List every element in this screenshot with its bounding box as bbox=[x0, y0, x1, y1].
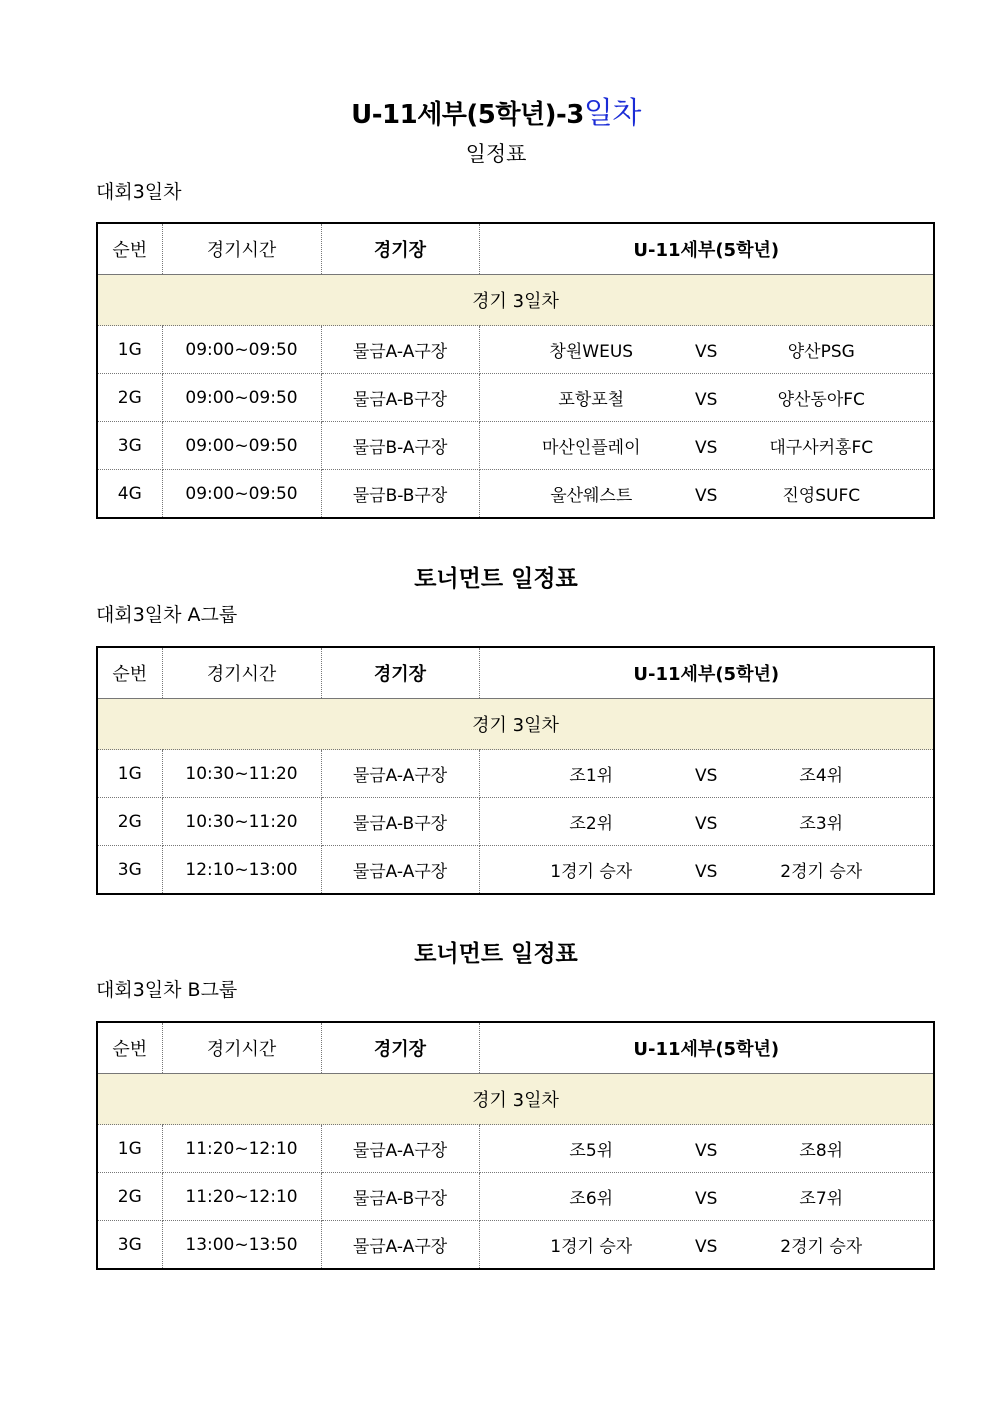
col-header-division: U-11세부(5학년) bbox=[479, 223, 934, 275]
team-away: 조4위 bbox=[799, 766, 844, 786]
cell-time: 11:20~12:10 bbox=[162, 1125, 321, 1173]
cell-time: 11:20~12:10 bbox=[162, 1173, 321, 1221]
page-subtitle: 일정표 bbox=[465, 142, 527, 166]
cell-time: 09:00~09:50 bbox=[162, 470, 321, 519]
team-home: 조1위 bbox=[569, 766, 614, 786]
day-row-label: 경기 3일차 bbox=[97, 1074, 934, 1125]
vs-label: VS bbox=[695, 1189, 718, 1209]
cell-no: 1G bbox=[97, 326, 162, 374]
team-away: 조3위 bbox=[799, 814, 844, 834]
table-row bbox=[97, 846, 934, 895]
cell-time: 09:00~09:50 bbox=[162, 326, 321, 374]
page-title-main: U-11세부(5학년)-3 bbox=[351, 100, 584, 130]
cell-matchup bbox=[479, 326, 934, 374]
cell-no: 3G bbox=[97, 422, 162, 470]
cell-venue: 물금B-B구장 bbox=[321, 470, 479, 519]
team-away: 조7위 bbox=[799, 1189, 844, 1209]
team-home: 포항포철 bbox=[558, 390, 625, 410]
team-away: 대구사커홍FC bbox=[769, 438, 874, 458]
vs-label: VS bbox=[695, 1141, 718, 1161]
page-title bbox=[0, 88, 992, 132]
cell-venue: 물금A-A구장 bbox=[321, 750, 479, 798]
vs-label: VS bbox=[695, 342, 718, 362]
col-header-no: 순번 bbox=[97, 1022, 162, 1074]
day-row-label: 경기 3일차 bbox=[97, 699, 934, 750]
day-row bbox=[97, 275, 934, 326]
col-header-time: 경기시간 bbox=[162, 1022, 321, 1074]
cell-matchup bbox=[479, 1173, 934, 1221]
cell-matchup bbox=[479, 470, 934, 519]
cell-time: 09:00~09:50 bbox=[162, 374, 321, 422]
vs-label: VS bbox=[695, 766, 718, 786]
team-home: 1경기 승자 bbox=[550, 1237, 633, 1257]
table-row bbox=[97, 750, 934, 798]
table-row bbox=[97, 470, 934, 519]
cell-no: 3G bbox=[97, 846, 162, 895]
team-away: 조8위 bbox=[799, 1141, 844, 1161]
cell-venue: 물금A-B구장 bbox=[321, 374, 479, 422]
col-header-division: U-11세부(5학년) bbox=[479, 1022, 934, 1074]
team-home: 조5위 bbox=[569, 1141, 614, 1161]
col-header-no: 순번 bbox=[97, 647, 162, 699]
table-row bbox=[97, 422, 934, 470]
vs-label: VS bbox=[695, 862, 718, 882]
team-away: 2경기 승자 bbox=[780, 862, 863, 882]
day-row-label: 경기 3일차 bbox=[97, 275, 934, 326]
cell-venue: 물금A-B구장 bbox=[321, 798, 479, 846]
cell-no: 2G bbox=[97, 798, 162, 846]
team-away: 양산동아FC bbox=[777, 390, 865, 410]
vs-label: VS bbox=[695, 390, 718, 410]
vs-label: VS bbox=[695, 486, 718, 506]
col-header-no: 순번 bbox=[97, 223, 162, 275]
section-3-heading: 토너먼트 일정표 bbox=[414, 941, 578, 967]
cell-time: 12:10~13:00 bbox=[162, 846, 321, 895]
table-row bbox=[97, 1125, 934, 1173]
cell-no: 2G bbox=[97, 374, 162, 422]
col-header-time: 경기시간 bbox=[162, 647, 321, 699]
cell-venue: 물금A-A구장 bbox=[321, 1125, 479, 1173]
team-away: 진영SUFC bbox=[782, 486, 861, 506]
col-header-time: 경기시간 bbox=[162, 223, 321, 275]
team-home: 조2위 bbox=[569, 814, 614, 834]
section-2-heading: 토너먼트 일정표 bbox=[414, 566, 578, 592]
day-row bbox=[97, 1074, 934, 1125]
team-away: 2경기 승자 bbox=[780, 1237, 863, 1257]
cell-no: 4G bbox=[97, 470, 162, 519]
page-title-accent: 일차 bbox=[583, 96, 641, 131]
cell-matchup bbox=[479, 422, 934, 470]
team-home: 마산인플레이 bbox=[541, 438, 641, 458]
col-header-venue: 경기장 bbox=[321, 223, 479, 275]
col-header-venue: 경기장 bbox=[321, 1022, 479, 1074]
table-row bbox=[97, 798, 934, 846]
cell-time: 10:30~11:20 bbox=[162, 798, 321, 846]
team-home: 창원WEUS bbox=[549, 342, 634, 362]
table-row bbox=[97, 326, 934, 374]
vs-label: VS bbox=[695, 438, 718, 458]
vs-label: VS bbox=[695, 814, 718, 834]
section-1-label: 대회3일차 bbox=[96, 181, 182, 203]
section-3-label: 대회3일차 B그룹 bbox=[96, 979, 238, 1001]
cell-no: 1G bbox=[97, 750, 162, 798]
cell-venue: 물금A-B구장 bbox=[321, 1173, 479, 1221]
team-away: 양산PSG bbox=[787, 342, 855, 362]
cell-matchup bbox=[479, 1125, 934, 1173]
table-header-row bbox=[97, 223, 934, 275]
table-row bbox=[97, 1173, 934, 1221]
cell-no: 2G bbox=[97, 1173, 162, 1221]
cell-no: 3G bbox=[97, 1221, 162, 1270]
cell-venue: 물금A-A구장 bbox=[321, 326, 479, 374]
schedule-table-group-b bbox=[96, 1021, 935, 1270]
col-header-venue: 경기장 bbox=[321, 647, 479, 699]
cell-venue: 물금A-A구장 bbox=[321, 1221, 479, 1270]
team-home: 울산웨스트 bbox=[550, 486, 633, 506]
day-row bbox=[97, 699, 934, 750]
table-header-row bbox=[97, 647, 934, 699]
table-row bbox=[97, 374, 934, 422]
col-header-division: U-11세부(5학년) bbox=[479, 647, 934, 699]
section-2-label: 대회3일차 A그룹 bbox=[96, 604, 238, 626]
cell-matchup bbox=[479, 846, 934, 895]
cell-matchup bbox=[479, 798, 934, 846]
schedule-table-group-a bbox=[96, 646, 935, 895]
cell-matchup bbox=[479, 374, 934, 422]
team-home: 조6위 bbox=[569, 1189, 614, 1209]
schedule-table-day3 bbox=[96, 222, 935, 519]
cell-no: 1G bbox=[97, 1125, 162, 1173]
cell-venue: 물금B-A구장 bbox=[321, 422, 479, 470]
vs-label: VS bbox=[695, 1237, 718, 1257]
cell-matchup bbox=[479, 750, 934, 798]
cell-time: 10:30~11:20 bbox=[162, 750, 321, 798]
cell-time: 09:00~09:50 bbox=[162, 422, 321, 470]
cell-time: 13:00~13:50 bbox=[162, 1221, 321, 1270]
table-header-row bbox=[97, 1022, 934, 1074]
team-home: 1경기 승자 bbox=[550, 862, 633, 882]
table-row bbox=[97, 1221, 934, 1270]
cell-matchup bbox=[479, 1221, 934, 1270]
cell-venue: 물금A-A구장 bbox=[321, 846, 479, 895]
